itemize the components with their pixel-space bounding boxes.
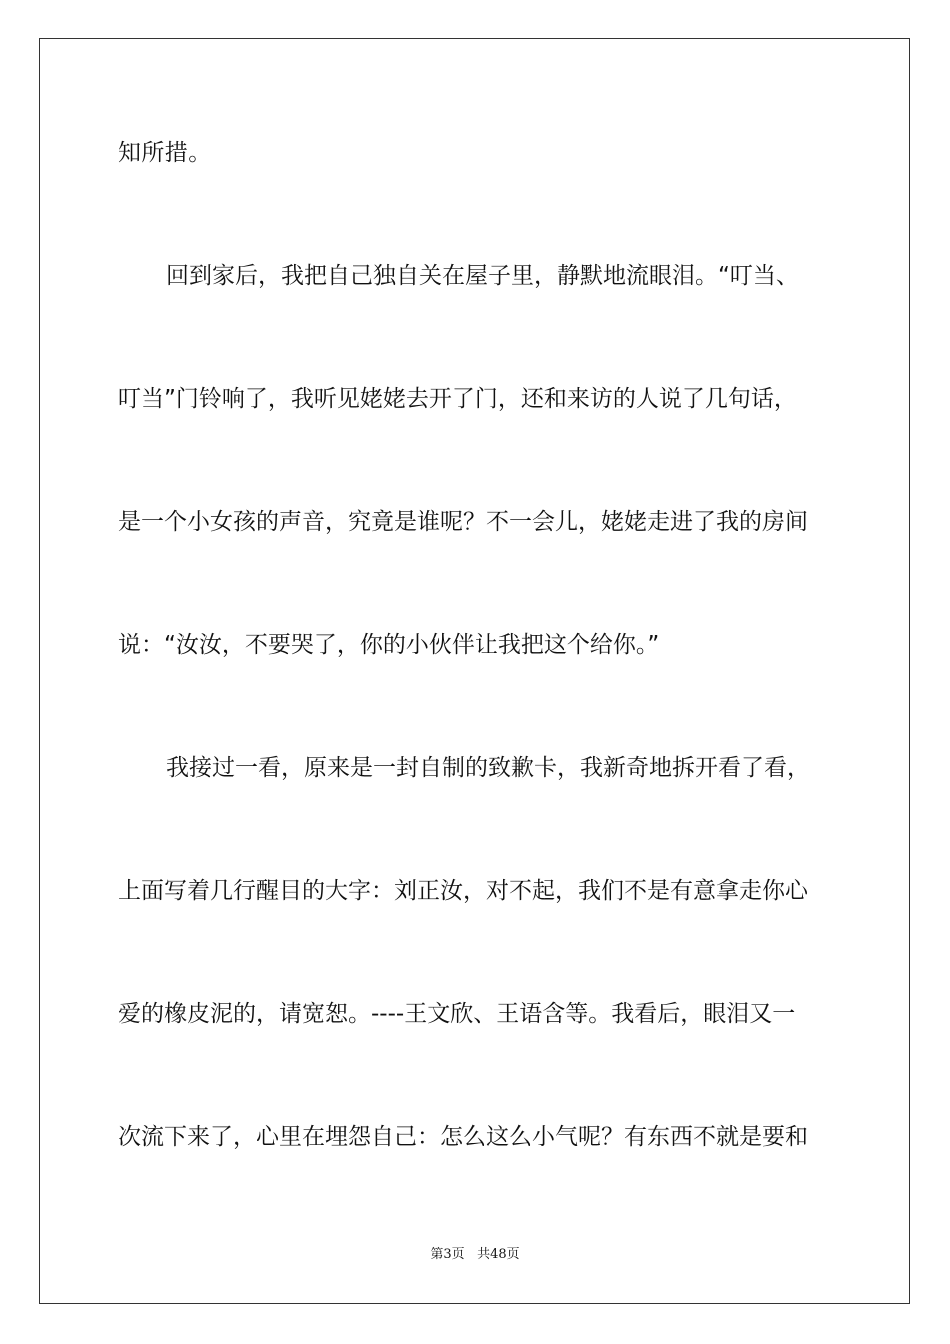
text-line: 知所措。 <box>118 140 212 166</box>
text-line: 回到家后，我把自己独自关在屋子里，静默地流眼泪。“叮当、 <box>166 263 799 289</box>
page-total: 共48页 <box>477 1247 520 1262</box>
page-number: 第3页 <box>430 1247 465 1262</box>
text-line: 叮当”门铃响了，我听见姥姥去开了门，还和来访的人说了几句话， <box>118 386 797 412</box>
text-line: 爱的橡皮泥的，请宽恕。----王文欣、王语含等。我看后，眼泪又一 <box>118 1001 796 1027</box>
text-line: 上面写着几行醒目的大字：刘正汝，对不起，我们不是有意拿走你心 <box>118 878 808 904</box>
text-line: 说：“汝汝，不要哭了，你的小伙伴让我把这个给你。” <box>118 632 660 658</box>
page-border <box>39 38 910 1304</box>
text-line: 我接过一看，原来是一封自制的致歉卡，我新奇地拆开看了看， <box>166 755 810 781</box>
page-footer <box>0 1246 950 1264</box>
text-line: 是一个小女孩的声音，究竟是谁呢？不一会儿，姥姥走进了我的房间 <box>118 509 808 535</box>
text-line: 次流下来了，心里在埋怨自己：怎么这么小气呢？有东西不就是要和 <box>118 1124 808 1150</box>
